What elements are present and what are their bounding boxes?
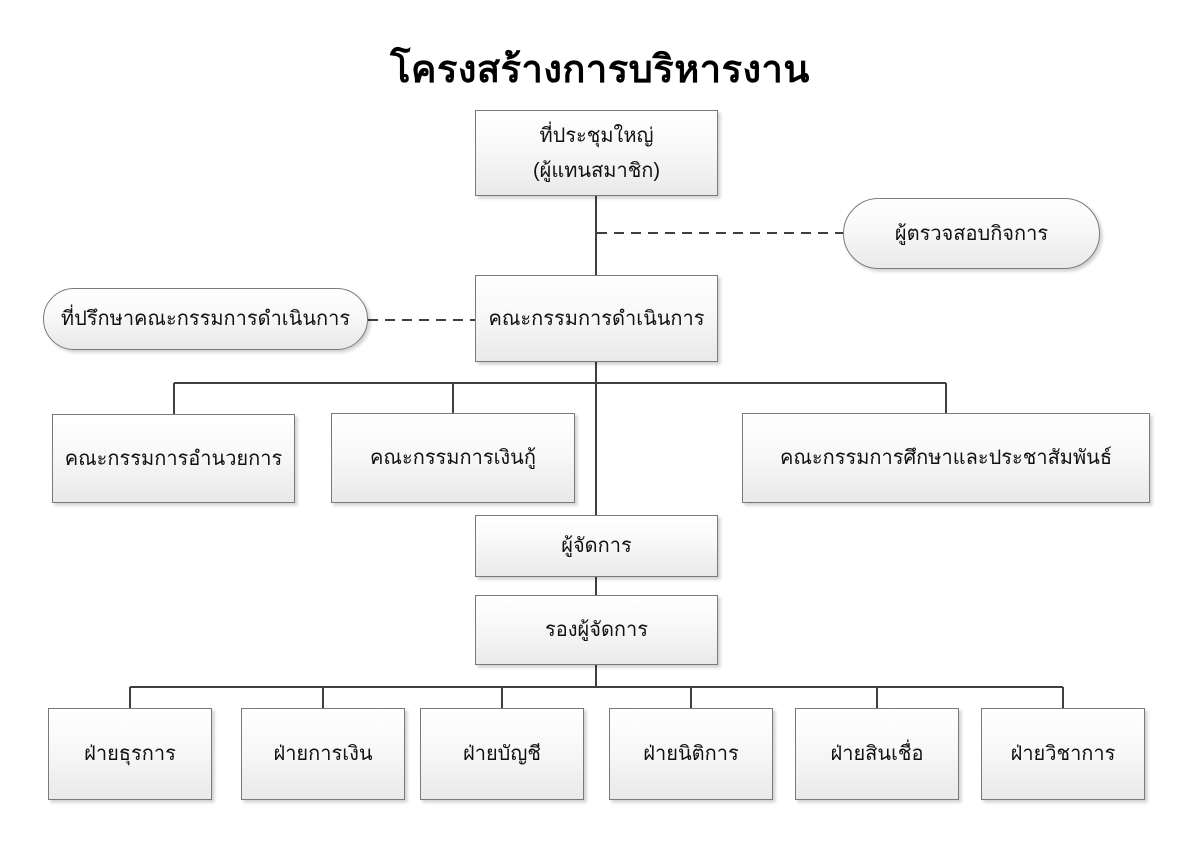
deputy-manager-label: รองผู้จัดการ	[544, 619, 649, 641]
node-auditor	[843, 198, 1100, 269]
manager-label: ผู้จัดการ	[561, 535, 632, 557]
executive-committee-label: คณะกรรมการอำนวยการ	[64, 447, 283, 470]
node-education-pr-committee	[742, 413, 1150, 503]
node-dept-legal	[609, 708, 773, 800]
node-general-assembly	[475, 110, 718, 196]
dept-administration-label: ฝ่ายธุรการ	[84, 743, 176, 765]
auditor-label: ผู้ตรวจสอบกิจการ	[894, 222, 1049, 245]
node-dept-finance	[241, 708, 405, 800]
node-dept-credit	[795, 708, 959, 800]
dept-credit-label: ฝ่ายสินเชื่อ	[830, 743, 924, 765]
dept-academic-label: ฝ่ายวิชาการ	[1010, 743, 1116, 765]
dept-finance-label: ฝ่ายการเงิน	[273, 743, 373, 765]
dept-accounting-label: ฝ่ายบัญชี	[463, 743, 541, 765]
board-of-directors-label: คณะกรรมการดำเนินการ	[488, 307, 705, 330]
node-board-advisor	[43, 288, 368, 350]
dept-legal-label: ฝ่ายนิติการ	[643, 743, 739, 765]
node-loan-committee	[331, 413, 575, 503]
general-assembly-label-line1: ที่ประชุมใหญ่	[539, 124, 654, 147]
node-dept-administration	[48, 708, 212, 800]
page-title: โครงสร้างการบริหารงาน	[390, 49, 810, 91]
node-board-of-directors	[475, 275, 718, 362]
node-deputy-manager	[475, 595, 718, 665]
node-manager	[475, 515, 718, 577]
board-advisor-label: ที่ปรึกษาคณะกรรมการดำเนินการ	[60, 308, 351, 330]
general-assembly-label-line2: (ผู้แทนสมาชิก)	[532, 159, 661, 182]
education-pr-committee-label: คณะกรรมการศึกษาและประชาสัมพันธ์	[779, 447, 1113, 469]
node-dept-accounting	[420, 708, 584, 800]
node-executive-committee	[52, 414, 295, 503]
node-dept-academic	[981, 708, 1145, 800]
loan-committee-label: คณะกรรมการเงินกู้	[370, 447, 536, 469]
